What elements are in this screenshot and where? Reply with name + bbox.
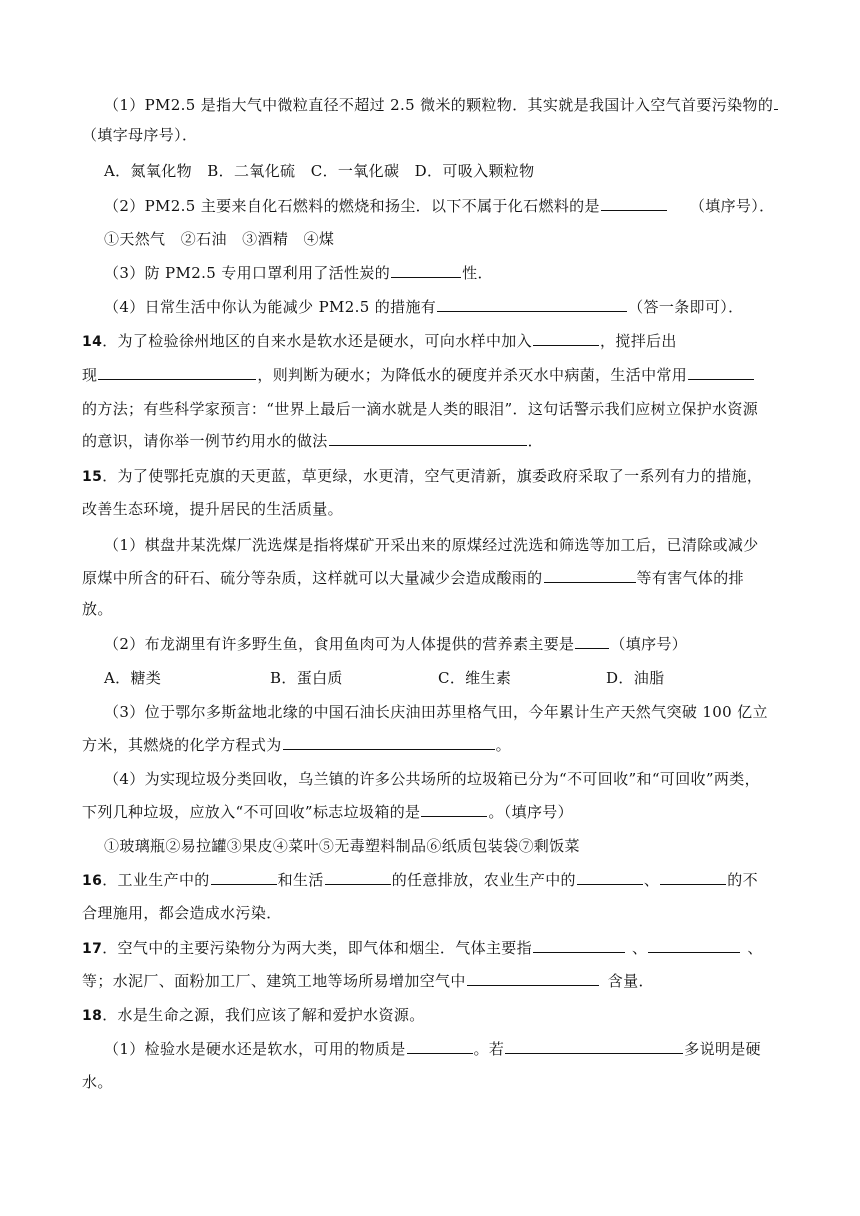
q14-number: 14 <box>82 334 103 350</box>
q15-part3-line2 <box>82 734 511 756</box>
q13-part2-blank[interactable] <box>601 196 667 211</box>
q17-blank3[interactable] <box>467 971 599 986</box>
q13-part4-blank[interactable] <box>437 297 627 312</box>
q15-part2-option-a-text: A．糖类 <box>104 669 162 687</box>
q13-part1-options-text: A．氮氧化物 B．二氧化硫 C．一氧化碳 D．可吸入颗粒物 <box>104 162 535 180</box>
q15-part4-options <box>104 835 580 857</box>
q13-part4-line <box>104 296 743 318</box>
q18-number: 18 <box>82 1008 103 1024</box>
q18-part1-line2 <box>82 1071 113 1093</box>
q17-blank1[interactable] <box>533 938 625 953</box>
q15-part3-line2-tail: 。 <box>495 736 511 754</box>
q15-part1-line3 <box>82 598 113 620</box>
q15-part2-option-d-text: D．油脂 <box>606 669 665 687</box>
q16-text1: ．工业生产中的 <box>102 871 210 889</box>
q18-part1-line <box>104 1038 761 1060</box>
q15-part2-text: （2）布龙湖里有许多野生鱼，食用鱼肉可为人体提供的营养素主要是 <box>104 635 575 653</box>
q16-blank3[interactable] <box>577 870 643 885</box>
q15-part4-line1-text: （4）为实现垃圾分类回收，乌兰镇的许多公共场所的垃圾箱已分为“不可回收”和“可回收”两类， <box>104 770 760 788</box>
q16-text4: 、 <box>643 871 660 889</box>
q15-line1-text: ．为了使鄂托克旗的天更蓝，草更绿，水更清，空气更清新，旗委政府采取了一系列有力的措施， <box>102 467 763 485</box>
q18-line1 <box>82 1004 425 1026</box>
q13-part1-tail: （填字母序号）． <box>82 126 198 144</box>
q14-blank4[interactable] <box>329 431 527 446</box>
q14-line4-tail: ． <box>527 432 543 450</box>
q15-part4-line2-tail: 。（填序号） <box>488 803 573 821</box>
q16-text2: 和生活 <box>277 871 324 889</box>
q15-part4-options-text: ①玻璃瓶②易拉罐③果皮④菜叶⑤无毒塑料制品⑥纸质包装袋⑦剩饭菜 <box>104 837 580 855</box>
q15-part1-line2-text: 原煤中所含的矸石、硫分等杂质，这样就可以大量减少会造成酸雨的 <box>82 569 543 587</box>
q17-text1: ．空气中的主要污染物分为两大类，即气体和烟尘．气体主要指 <box>102 939 532 957</box>
q16-blank4[interactable] <box>660 870 726 885</box>
q14-line2-mid: ，则判断为硬水；为降低水的硬度并杀灭水中病菌，生活中常用 <box>257 366 688 384</box>
q14-line1-tail: ，搅拌后出 <box>600 332 677 350</box>
q13-part2-text: （2）PM2.5 主要来自化石燃料的燃烧和扬尘．以下不属于化石燃料的是 <box>104 197 600 215</box>
q17-line2-tail: 含量． <box>607 972 654 990</box>
q13-part1-line2 <box>82 124 197 146</box>
q15-part2-option-b-text: B．蛋白质 <box>270 669 343 687</box>
q14-line2 <box>82 364 755 386</box>
q15-number: 15 <box>82 469 103 485</box>
q17-line2 <box>82 970 654 992</box>
q15-part2-line <box>104 633 687 655</box>
q13-part2-options <box>104 228 334 250</box>
q15-part2-blank[interactable] <box>575 634 609 649</box>
q14-line4-text: 的意识，请你举一例节约用水的做法 <box>82 432 328 450</box>
q17-text2: 、 <box>632 939 648 957</box>
q18-blank1[interactable] <box>407 1039 473 1054</box>
q15-part3-line2-text: 方米，其燃烧的化学方程式为 <box>82 736 282 754</box>
q17-line1 <box>82 937 763 959</box>
q13-part2-tail: （填序号）． <box>689 197 775 215</box>
q15-part3-line1 <box>104 701 768 723</box>
q15-part1-line1-text: （1）棋盘井某洗煤厂洗选煤是指将煤矿开采出来的原煤经过洗选和筛选等加工后，已清除或减少 <box>104 536 759 554</box>
q16-line2-text: 合理施用，都会造成水污染． <box>82 904 282 922</box>
q13-part2-line <box>104 195 774 217</box>
q18-part1-tail: 多说明是硬 <box>684 1040 762 1058</box>
q18-blank2[interactable] <box>505 1039 683 1054</box>
q15-part3-line1-text: （3）位于鄂尔多斯盆地北缘的中国石油长庆油田苏里格气田，今年累计生产天然气突破 100 亿立 <box>104 703 768 721</box>
q15-part1-line1 <box>104 534 759 556</box>
q14-line4 <box>82 430 543 452</box>
q15-part2-option-c-text: C．维生素 <box>438 669 512 687</box>
q18-part1-line2-text: 水。 <box>82 1073 113 1091</box>
q15-part2-option-a <box>104 667 161 689</box>
q15-part2-option-d <box>606 667 664 689</box>
q13-part1-blank[interactable] <box>774 95 778 110</box>
q14-line3 <box>82 398 758 420</box>
q16-text5: 的不 <box>727 871 758 889</box>
q13-part1-options <box>104 160 535 182</box>
q16-blank1[interactable] <box>211 870 277 885</box>
q15-part2-tail: （填序号） <box>610 635 688 653</box>
q13-part1-text: （1）PM2.5 是指大气中微粒直径不超过 2.5 微米的颗粒物．其实就是我国计入空气首要污染物的 <box>104 96 774 114</box>
q13-part4-tail: （答一条即可）． <box>628 298 744 316</box>
q14-line1 <box>82 330 677 352</box>
q14-line3-text: 的方法；有些科学家预言：“世界上最后一滴水就是人类的眼泪”．这句话警示我们应树立保护水资源 <box>82 400 759 418</box>
q14-blank3[interactable] <box>688 365 754 380</box>
q15-part1-line3-text: 放。 <box>82 600 113 618</box>
q15-part2-option-b <box>270 667 343 689</box>
q18-part1-mid: 。若 <box>473 1040 505 1058</box>
q13-part3-blank[interactable] <box>391 263 461 278</box>
q13-part1-line1 <box>104 94 779 116</box>
q14-blank1[interactable] <box>533 331 599 346</box>
q15-part4-line2 <box>82 801 573 823</box>
q16-number: 16 <box>82 873 103 889</box>
q18-line1-text: ．水是生命之源，我们应该了解和爱护水资源。 <box>102 1006 425 1024</box>
q15-line2-text: 改善生态环境，提升居民的生活质量。 <box>82 500 343 518</box>
q13-part4-text: （4）日常生活中你认为能减少 PM2.5 的措施有 <box>104 298 437 316</box>
q17-text3: 、 <box>747 939 763 957</box>
q14-line1-text: ．为了检验徐州地区的自来水是软水还是硬水，可向水样中加入 <box>102 332 532 350</box>
q18-part1-text: （1）检验水是硬水还是软水，可用的物质是 <box>104 1040 406 1058</box>
q16-text3: 的任意排放，农业生产中的 <box>391 871 576 889</box>
q15-part1-line2-tail: 等有害气体的排 <box>636 569 744 587</box>
q15-part1-line2 <box>82 567 744 589</box>
q14-line2-head: 现 <box>82 366 98 384</box>
q16-line2 <box>82 902 282 924</box>
q17-number: 17 <box>82 941 103 957</box>
q15-part1-blank[interactable] <box>544 568 636 583</box>
q15-part4-line2-text: 下列几种垃圾，应放入“不可回收”标志垃圾箱的是 <box>82 803 421 821</box>
q17-line2-text: 等；水泥厂、面粉加工厂、建筑工地等场所易增加空气中 <box>82 972 466 990</box>
q13-part3-tail: 性． <box>462 264 493 282</box>
q13-part3-line <box>104 262 493 284</box>
q13-part3-text: （3）防 PM2.5 专用口罩利用了活性炭的 <box>104 264 391 282</box>
q15-part3-blank[interactable] <box>283 735 495 750</box>
q14-blank2[interactable] <box>98 365 256 380</box>
q17-blank2[interactable] <box>648 938 740 953</box>
q15-part4-blank[interactable] <box>421 802 487 817</box>
q16-line1 <box>82 869 758 891</box>
q15-part4-line1 <box>104 768 760 790</box>
q15-line2 <box>82 498 343 520</box>
q16-blank2[interactable] <box>325 870 391 885</box>
q15-part2-option-c <box>438 667 511 689</box>
q15-line1 <box>82 465 762 487</box>
q13-part2-options-text: ①天然气 ②石油 ③酒精 ④煤 <box>104 230 335 248</box>
